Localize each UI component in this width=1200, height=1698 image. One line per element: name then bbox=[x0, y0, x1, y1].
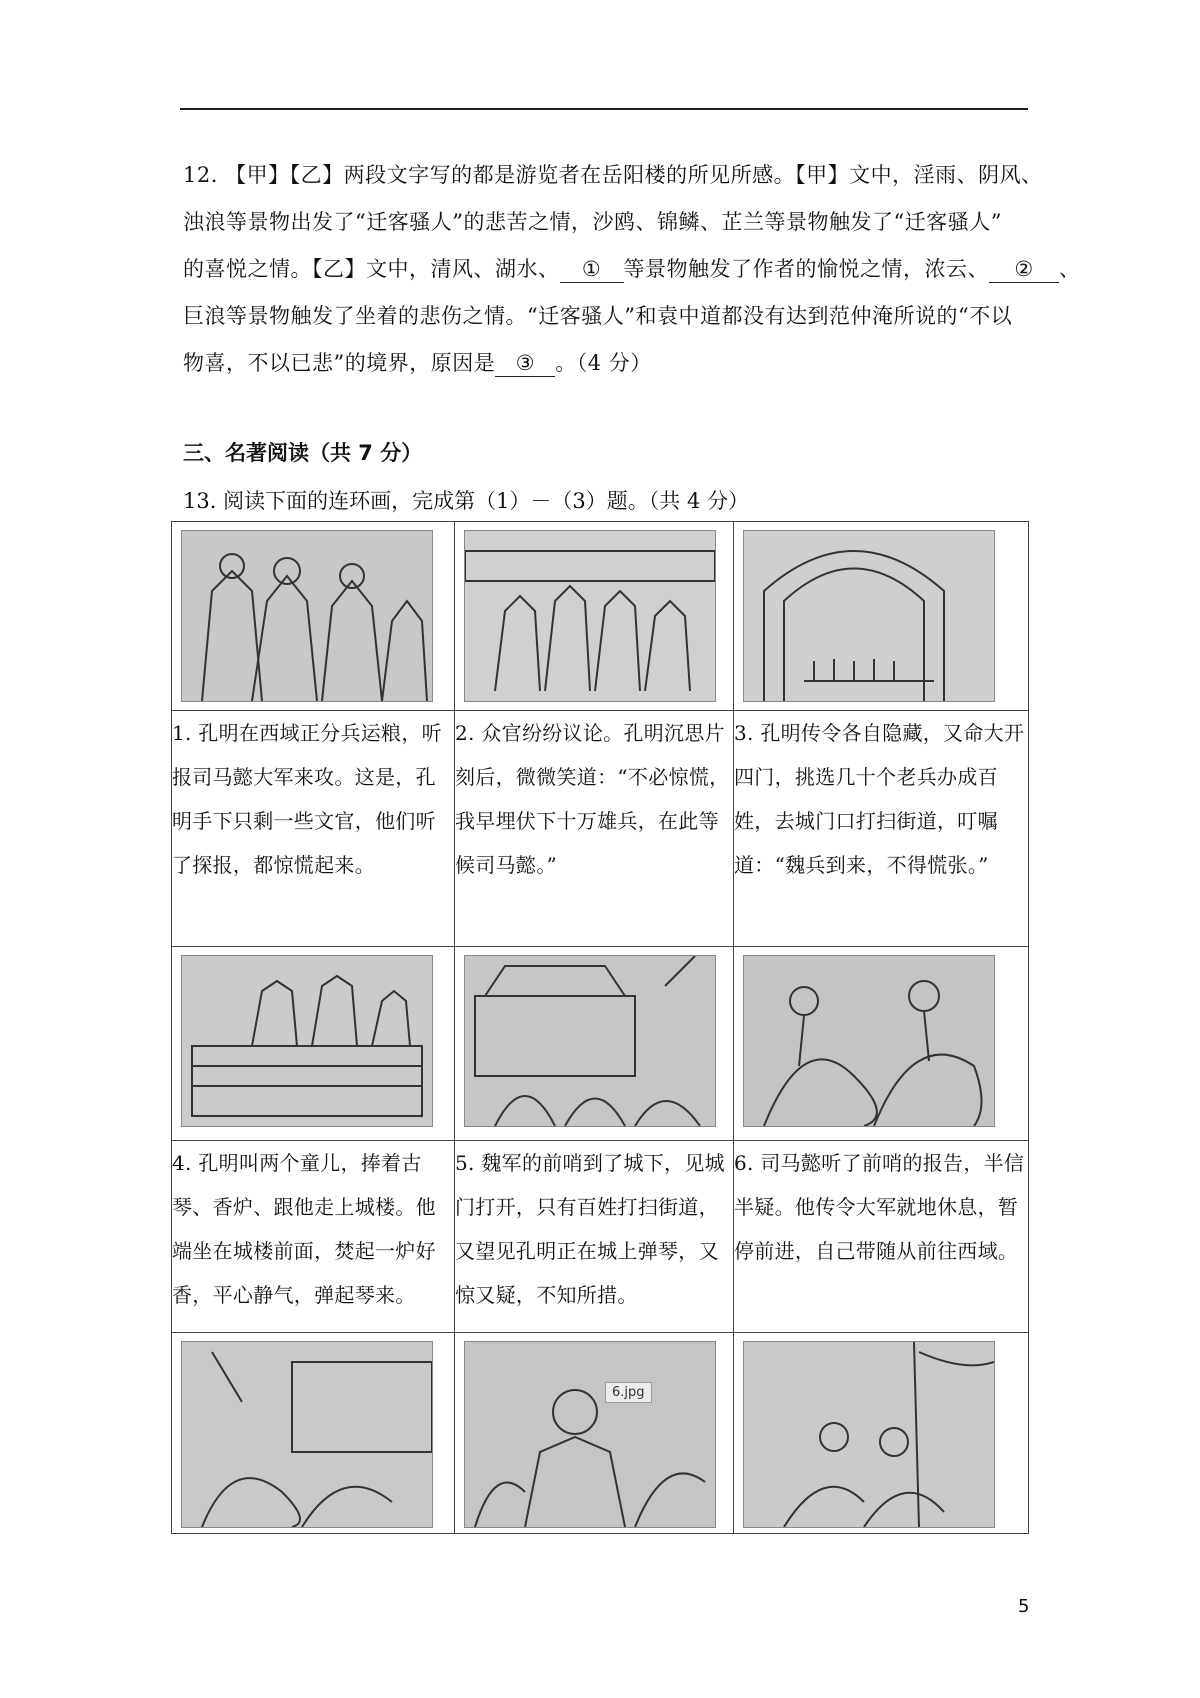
comic-caption-4: 4. 孔明叫两个童儿，捧着古琴、香炉、跟他走上城楼。他端坐在城楼前面，焚起一炉好香，平心静气，弹起琴来。 bbox=[172, 1141, 455, 1333]
comic-panel-9-image bbox=[743, 1341, 995, 1528]
comic-panel-8-image bbox=[464, 1341, 716, 1528]
blank-2: ② bbox=[989, 256, 1059, 283]
comic-panel-8-cell bbox=[455, 1333, 734, 1534]
comic-panel-7-image bbox=[181, 1341, 433, 1528]
comic-panel-3-image bbox=[743, 530, 995, 702]
comic-panel-2-image bbox=[464, 530, 716, 702]
blank-1: ① bbox=[560, 256, 624, 283]
comic-table bbox=[171, 521, 1029, 1534]
comic-panel-4-cell bbox=[172, 947, 455, 1141]
question-12 bbox=[183, 152, 1081, 387]
q12-line-3-part-c: 、 bbox=[1059, 257, 1081, 281]
q12-line-4: 巨浪等景物触发了坐着的悲伤之情。“迁客骚人”和袁中道都没有达到范仲淹所说的“不以 bbox=[183, 304, 1013, 328]
comic-panel-7-cell bbox=[172, 1333, 455, 1534]
q12-line-5-part-b: 。（4 分） bbox=[555, 351, 652, 375]
comic-panel-5-cell bbox=[455, 947, 734, 1141]
question-13-prompt: 13. 阅读下面的连环画，完成第（1）－（3）题。（共 4 分） bbox=[183, 489, 750, 513]
q12-line-1: 12. 【甲】【乙】两段文字写的都是游览者在岳阳楼的所见所感。【甲】文中，淫雨、阴风、 bbox=[183, 163, 1043, 187]
comic-panel-6-cell bbox=[734, 947, 1029, 1141]
blank-3: ③ bbox=[495, 350, 555, 377]
q12-line-5-part-a: 物喜，不以已悲”的境界，原因是 bbox=[183, 351, 496, 375]
comic-panel-9-cell bbox=[734, 1333, 1029, 1534]
comic-panel-6-image bbox=[743, 955, 995, 1127]
header-rule bbox=[180, 108, 1028, 110]
section-title: 三、名著阅读（共 7 分） bbox=[183, 441, 423, 465]
comic-caption-3: 3. 孔明传令各自隐藏，又命大开四门，挑选几十个老兵办成百姓，去城门口打扫街道，叮嘱道：“魏兵到来，不得慌张。” bbox=[734, 711, 1029, 947]
page-number: 5 bbox=[1018, 1596, 1030, 1617]
image-filename-tag: 6.jpg bbox=[605, 1382, 652, 1403]
comic-panel-4-image bbox=[181, 955, 433, 1127]
q12-line-5 bbox=[183, 340, 1028, 387]
q12-line-3 bbox=[183, 246, 1081, 293]
comic-panel-3-cell bbox=[734, 522, 1029, 711]
q12-line-3-part-b: 等景物触发了作者的愉悦之情，浓云、 bbox=[623, 257, 989, 281]
comic-caption-2: 2. 众官纷纷议论。孔明沉思片刻后，微微笑道：“不必惊慌，我早埋伏下十万雄兵，在此等候司马懿。” bbox=[455, 711, 734, 947]
q12-line-3-part-a: 的喜悦之情。【乙】文中，清风、湖水、 bbox=[183, 257, 560, 281]
comic-panel-2-cell bbox=[455, 522, 734, 711]
comic-panel-1-image bbox=[181, 530, 433, 702]
comic-panel-1-cell bbox=[172, 522, 455, 711]
comic-caption-1: 1. 孔明在西域正分兵运粮，听报司马懿大军来攻。这是，孔明手下只剩一些文官，他们听了探报，都惊慌起来。 bbox=[172, 711, 455, 947]
comic-caption-6: 6. 司马懿听了前哨的报告，半信半疑。他传令大军就地休息，暂停前进，自己带随从前往西域。 bbox=[734, 1141, 1029, 1333]
q12-line-2: 浊浪等景物出发了“迁客骚人”的悲苦之情，沙鸥、锦鳞、芷兰等景物触发了“迁客骚人” bbox=[183, 210, 1002, 234]
comic-panel-5-image bbox=[464, 955, 716, 1127]
comic-caption-5: 5. 魏军的前哨到了城下，见城门打开，只有百姓打扫街道，又望见孔明正在城上弹琴，又惊又疑，不知所措。 bbox=[455, 1141, 734, 1333]
